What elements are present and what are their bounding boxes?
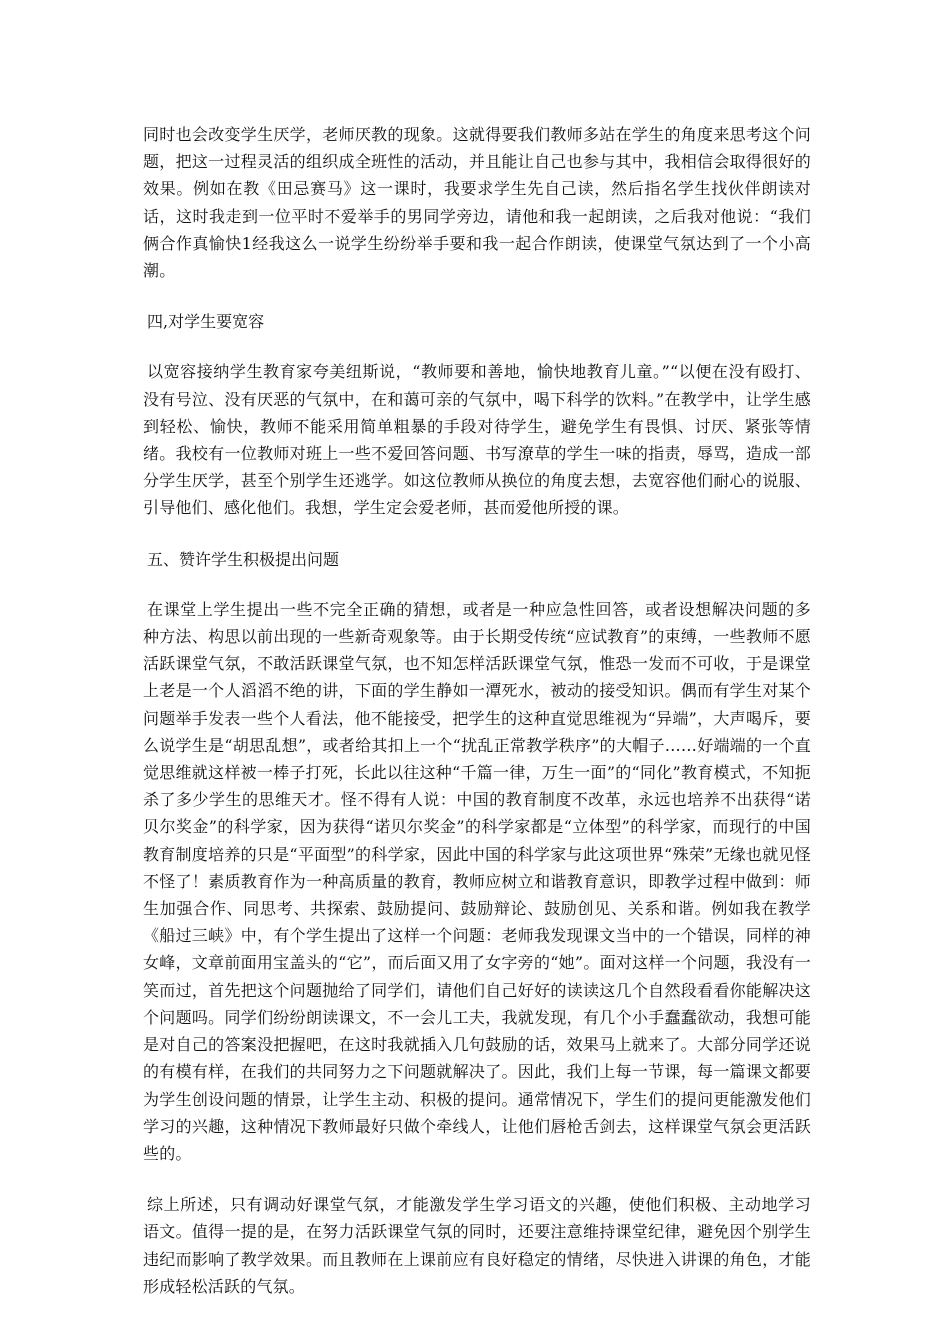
paragraph-classroom-participation: 同时也会改变学生厌学，老师厌教的现象。这就得要我们教师多站在学生的角度来思考这个问题，把这一过程灵活的组织成全班性的活动，并且能让自己也参与其中，我相信会取得很好的效果。例如在教《田忌赛马》这一课时，我要求学生先自己读，然后指名学生找伙伴朗读对话，这时我走到一位平时不爱举手的男同学旁边，请他和我一起朗读，之后我对他说：“我们俩合作真愉快1经我这么一说学生纷纷举手要和我一起合作朗读，使课堂气氛达到了一个小高潮。 xyxy=(143,125,811,281)
paragraph-gap xyxy=(143,522,811,546)
paragraph-questions: 在课堂上学生提出一些不完全正确的猜想，或者是一种应急性回答，或者设想解决问题的多种方法、构思以前出现的一些新奇观象等。由于长期受传统“应试教育”的束缚，一些教师不愿活跃课堂气氛，不敢活跃课堂气氛，也不知怎样活跃课堂气氛，惟恐一发而不可收，于是课堂上老是一个人滔滔不绝的讲，下面的学生静如一潭死水，被动的接受知识。偶而有学生对某个问题举手发表一些个人看法，他不能接受，把学生的这种直觉思维视为“异端”，大声喝斥，要么说学生是“胡思乱想”，或者给其扣上一个“扰乱正常教学秩序”的大帽子……好端端的一个直觉思维就这样被一棒子打死，长此以往这种“千篇一律，万生一面”的“同化”教育模式，不知扼杀了多少学生的思维天才。怪不得有人说：中国的教育制度不改革，永远也培养不出获得“诺贝尔奖金”的科学家，因为获得“诺贝尔奖金”的科学家都是“立体型”的科学家，而现行的中国教育制度培养的只是“平面型”的科学家，因此中国的科学家与此这项世界“殊荣”无缘也就见怪不怪了！素质教育作为一种高质量的教育，教师应树立和谐教育意识，即教学过程中做到：师生加强合作、同思考、共探索、鼓励提问、鼓励辩论、鼓励创见、关系和谐。例如我在教学《船过三峡》中，有个学生提出了这样一个问题：老师我发现课文当中的一个错误，同样的神女峰，文章前面用宝盖头的“它”，而后面又用了女字旁的“她”。面对这样一个问题，我没有一笑而过，首先把这个问题抛给了同学们，请他们自己好好的读读这几个自然段看看你能解决这个问题吗。同学们纷纷朗读课文，不一会儿工夫，我就发现，有几个小手蠢蠢欲动，我想可能是对自己的答案没把握吧，在这时我就插入几句鼓励的话，效果马上就来了。大部分同学还说的有模有样，在我们的共同努力之下问题就解决了。因此，我们上每一节课，每一篇课文都要为学生创设问题的情景，让学生主动、积极的提问。通常情况下，学生们的提问更能激发他们学习的兴趣，这种情况下教师最好只做个牵线人，让他们唇枪舌剑去，这样课堂气氛会更活跃些的。 xyxy=(143,599,811,1163)
paragraph-gap xyxy=(143,1167,811,1191)
paragraph-gap xyxy=(143,573,811,596)
section-heading-questions: 五、赞许学生积极提出问题 xyxy=(147,549,340,569)
paragraph-gap xyxy=(143,284,811,308)
document-body xyxy=(143,121,811,1300)
paragraph-conclusion: 综上所述，只有调动好课堂气氛，才能激发学生学习语文的兴趣，使他们积极、主动地学习语文。值得一提的是，在努力活跃课堂气氛的同时，还要注意维持课堂纪律，避免因个别学生违纪而影响了教学效果。而且教师在上课前应有良好稳定的情绪，尽快进入讲课的角色，才能形成轻松活跃的气氛。 xyxy=(143,1195,811,1296)
paragraph-tolerance: 以宽容接纳学生教育家夸美纽斯说，“教师要和善地，愉快地教育儿童。”“以便在没有殴打、没有号泣、没有厌恶的气氛中，在和蔼可亲的气氛中，喝下科学的饮料。”在教学中，让学生感到轻松、愉快，教师不能采用简单粗暴的手段对待学生，避免学生有畏惧、讨厌、紧张等情绪。我校有一位教师对班上一些不爱回答问题、书写潦草的学生一味的指责，辱骂，造成一部分学生厌学，甚至个别学生还逃学。如这位教师从换位的角度去想，去宽容他们耐心的说服、引导他们、感化他们。我想，学生定会爱老师，甚而爱他所授的课。 xyxy=(143,362,811,518)
section-heading-tolerance: 四,对学生要宽容 xyxy=(147,312,265,332)
paragraph-gap xyxy=(143,335,811,358)
